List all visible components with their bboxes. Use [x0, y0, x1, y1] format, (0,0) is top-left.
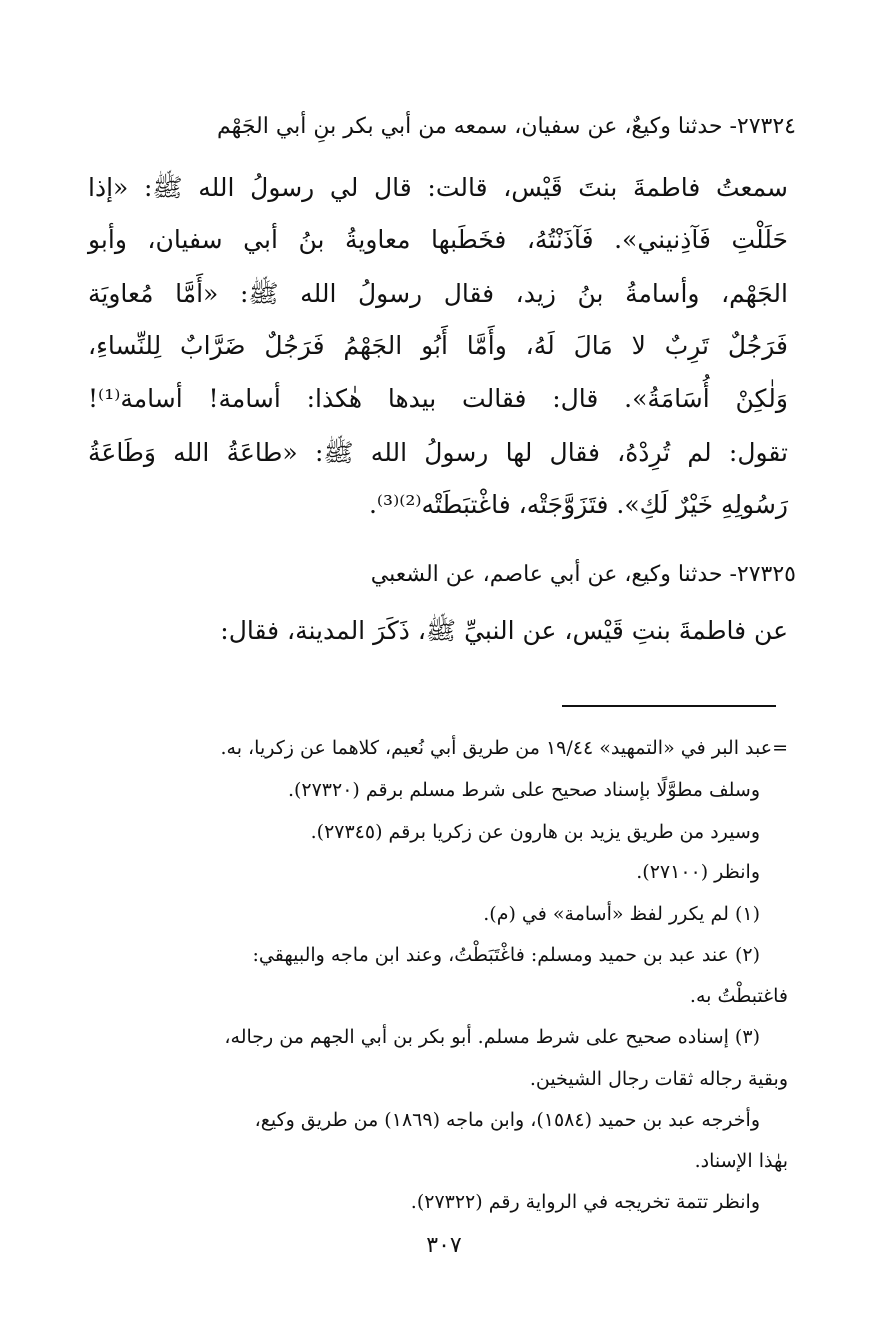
footnote-3-line-5: وانظر تتمة تخريجه في الرواية رقم (٢٧٣٢٢).	[410, 1191, 760, 1213]
hadith-27324-line-3: الجَهْم، وأسامةُ بنُ زيد، فقال رسولُ الله ﷺ: «أَمَّا مُعاويَة	[88, 279, 788, 308]
hadith-27324-header: ٢٧٣٢٤- حدثنا وكيعٌ، عن سفيان، سمعه من أبي بكر بنِ أبي الجَهْم	[217, 114, 796, 139]
footnote-3-cont: وبقية رجاله ثقات رجال الشيخين.	[529, 1068, 788, 1090]
hadith-27324-line-5: وَلٰكِنْ أُسَامَةُ». قال: فقالت بيدها هٰكذا: أسامة! أسامة⁽¹⁾!	[88, 384, 788, 413]
hadith-27324-line-4: فَرَجُلٌ تَرِبٌ لا مَالَ لَهُ، وأَمَّا أَبُو الجَهْمُ فَرَجُلٌ ضَرَّابٌ لِلنِّساءِ،	[88, 331, 788, 360]
footnote-3-line-3: وأخرجه عبد بن حميد (١٥٨٤)، وابن ماجه (١٨٦٩) من طريق وكيع،	[254, 1109, 760, 1131]
footnote-3-line-4: بهٰذا الإسناد.	[694, 1150, 788, 1172]
footnote-line-1: =عبد البر في «التمهيد» ١٩/٤٤ من طريق أبي نُعيم، كلاهما عن زكريا، به.	[220, 737, 788, 759]
footnote-3: (٣) إسناده صحيح على شرط مسلم. أبو بكر بن أبي الجهم من رجاله،	[224, 1026, 760, 1048]
footnote-2-cont: فاغتبطْتُ به.	[689, 985, 788, 1007]
footnote-2: (٢) عند عبد بن حميد ومسلم: فاغْتَبَطْتُ، وعند ابن ماجه والبيهقي:	[252, 944, 760, 966]
footnote-line-4: وانظر (٢٧١٠٠).	[636, 861, 760, 883]
hadith-27324-line-6: تقول: لم تُرِدْهُ، فقال لها رسولُ الله ﷺ: «طاعَةُ الله وَطَاعَةُ	[88, 438, 788, 467]
hadith-27325-header: ٢٧٣٢٥- حدثنا وكيع، عن أبي عاصم، عن الشعبي	[370, 562, 796, 587]
footnote-divider	[562, 705, 776, 707]
hadith-27324-line-1: سمعتُ فاطمةَ بنتَ قَيْس، قالت: قال لي رسولُ الله ﷺ: «إذا	[88, 173, 788, 202]
hadith-27324-line-2: حَلَلْتِ فَآذِنيني». فَآذَنْتُهُ، فخَطَبها معاويةُ بنُ أبي سفيان، وأبو	[88, 225, 788, 254]
page-number: ٣٠٧	[426, 1233, 462, 1258]
hadith-27324-line-7: رَسُولِهِ خَيْرٌ لَكِ». فتَزَوَّجَتْه، فاغْتبَطَتْه⁽²⁾⁽³⁾.	[368, 490, 788, 519]
footnote-line-3: وسيرد من طريق يزيد بن هارون عن زكريا برقم (٢٧٣٤٥).	[310, 821, 760, 843]
footnote-line-2: وسلف مطوَّلًا بإسناد صحيح على شرط مسلم برقم (٢٧٣٢٠).	[287, 779, 760, 801]
footnote-1: (١) لم يكرر لفظ «أسامة» في (م).	[483, 903, 760, 925]
hadith-27325-line-1: عن فاطمةَ بنتِ قَيْس، عن النبيِّ ﷺ، ذَكَرَ المدينة، فقال:	[220, 616, 788, 645]
